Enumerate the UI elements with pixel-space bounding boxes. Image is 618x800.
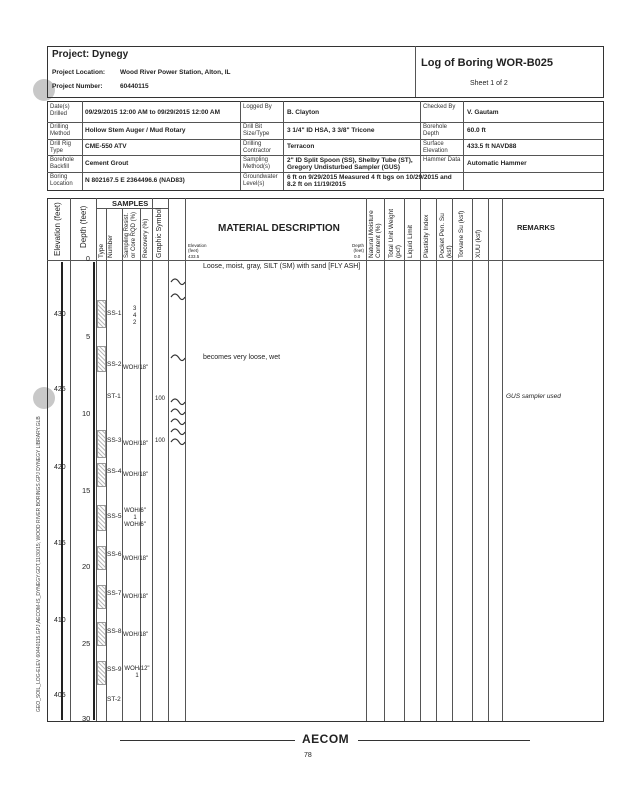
sample-resist-ss4: WOH/18" [123,472,149,478]
col-graphic: Graphic Symbol [156,208,163,258]
sample-number-ss2: SS-2 [107,361,122,368]
project-number: 60440115 [120,83,149,90]
sample-number-st2: ST-2 [107,696,121,703]
info-value-surface: 433.5 ft NAVD88 [467,143,517,150]
depth-tick-20: 20 [82,562,91,571]
sample-resist-ss6: WOH/18" [123,556,149,562]
info-label-backfill: Borehole Backfill [50,157,75,170]
info-label-sampling: Sampling Method(s) [243,157,271,170]
sample-box-ss9 [97,661,106,685]
elevation-tick-415: 415 [54,540,66,547]
sample-number-ss7: SS-7 [107,590,122,597]
elevation-tick-410: 410 [54,617,66,624]
col-elevation: Elevation (feet) [53,202,62,256]
info-value-sampling: 2" ID Split Spoon (SS), Shelby Tube (ST), Gregory Undisturbed Sampler (GUS) [287,157,413,171]
info-label-location: Boring Location [50,174,73,187]
recovery-ss3: 100 [155,438,166,444]
depth-tick-0: 0 [86,256,90,263]
col-depth: Depth (feet) [79,205,88,248]
graphic-symbol-column [169,262,185,462]
depth-tick-5: 5 [86,332,91,341]
sample-number-st1: ST-1 [107,393,121,400]
col-pocket-pen: Pocket Pen. Su (ksf) [439,213,453,258]
sample-box-ss3 [97,430,106,458]
log-grid [47,198,604,722]
sample-number-ss4: SS-4 [107,468,122,475]
sample-resist-ss5: WOH/6" 1 WOH/6" [124,508,146,528]
col-material: MATERIAL DESCRIPTION [218,223,340,234]
col-plasticity: Plasticity Index [423,214,430,258]
elevation-scale-line [61,262,63,720]
col-torvane: Torvane Su (ksf) [458,210,465,258]
sample-resist-ss9: WOH/12" 1 [124,666,150,679]
info-value-date: 09/29/2015 12:00 AM to 09/29/2015 12:00 AM [85,109,221,116]
col-moisture: Natural Moisture Content (%) [368,210,382,258]
sample-resist-ss1: 3 4 2 [133,306,137,326]
sample-number-ss1: SS-1 [107,310,122,317]
col-number: Number [107,234,114,258]
remark-gus-sampler: GUS sampler used [506,393,561,400]
sample-number-ss3: SS-3 [107,437,122,444]
info-value-contractor: Terracon [287,143,315,150]
sample-box-ss6 [97,546,106,570]
log-title: Log of Boring WOR-B025 [421,57,553,69]
elevation-tick-420: 420 [54,464,66,471]
col-liquid: Liquid Limit [407,225,414,258]
footer-logo: AECOM [302,732,350,746]
info-label-rig: Drill Rig Type [50,141,71,154]
info-label-method: Drilling Method [50,124,71,137]
sample-box-ss4 [97,463,106,487]
sample-box-ss2 [97,346,106,372]
col-xuu: XUU (ksf) [475,229,482,258]
depth-tick-25: 25 [82,639,91,648]
col-type: Type [98,243,105,258]
project-title: Project: Dynegy [52,49,129,60]
footer-page-number: 78 [304,752,312,759]
sample-box-ss5 [97,505,106,531]
elevation-tick-405: 405 [54,692,66,699]
info-label-logged: Logged By [243,104,272,110]
depth-scale-line [93,262,95,720]
col-recovery: Recovery (%) [142,218,149,258]
description-loose-silt: Loose, moist, gray, SILT (SM) with sand [FLY ASH] [203,263,361,270]
info-label-date: Date(s) Drilled [50,104,70,117]
col-samples: SAMPLES [112,199,149,208]
sample-number-ss5: SS-5 [107,513,122,520]
info-label-groundwater: Groundwater Level(s) [243,174,278,187]
elev-top: 433.5 [188,254,200,259]
col-unit-weight: Total Unit Weight (pcf) [388,208,402,258]
depth-top: 0.0 [354,254,361,259]
sample-number-ss6: SS-6 [107,551,122,558]
info-value-location: N 802167.5 E 2364496.6 (NAD83) [85,177,185,184]
info-label-depth: Borehole Depth [423,124,448,137]
recovery-st1: 100 [155,396,166,402]
info-value-bit: 3 1/4" ID HSA, 3 3/8" Tricone [287,127,375,134]
depth-tick-10: 10 [82,409,91,418]
col-sampling-resist: Sampling Resist. or Core RQD (%) [124,211,137,258]
sample-box-ss7 [97,585,106,609]
project-location: Wood River Power Station, Alton, IL [120,69,231,76]
info-value-backfill: Cement Grout [85,160,129,167]
elevation-tick-425: 425 [54,386,66,393]
sample-resist-ss8: WOH/18" [123,632,149,638]
sample-number-ss9: SS-9 [107,666,122,673]
elevation-tick-430: 430 [54,311,66,318]
description-very-loose: becomes very loose, wet [203,354,281,361]
info-value-depth: 60.0 ft [467,127,486,134]
info-label-surface: Surface Elevation [423,141,448,154]
info-value-checked: V. Gautam [467,109,499,116]
info-label-contractor: Drilling Contractor [243,141,272,154]
depth-tick-30: 30 [82,714,91,723]
sheet-number: Sheet 1 of 2 [470,80,508,87]
project-location-label: Project Location: [52,69,106,76]
info-value-groundwater: 6 ft on 9/29/2015 Measured 4 ft bgs on 10/29/2015 and 8.2 ft on 11/19/2015 [287,174,452,188]
col-elev-label: Elevation (feet) [188,243,207,253]
side-file-text: GEO_SOIL_LOG-ELEV 60440115.GPJ,AECOM-IS_DYNEGY.GDT,11/30/15; WOOD RIVER BORINGS.GPJ DYNEGY LIBRARY.GLB [36,416,42,712]
project-number-label: Project Number: [52,83,103,90]
sample-resist-ss2: WOH/18" [123,365,149,371]
sample-box-ss8 [97,622,106,646]
info-value-logged: B. Clayton [287,109,320,116]
info-label-checked: Checked By [423,104,456,110]
sample-resist-ss3: WOH/18" [123,441,149,447]
sample-number-ss8: SS-8 [107,628,122,635]
info-value-hammer: Automatic Hammer [467,160,527,167]
col-remarks: REMARKS [517,223,555,232]
col-depth-label: Depth (feet) [351,243,364,253]
sample-resist-ss7: WOH/18" [123,594,149,600]
info-label-hammer: Hammer Data [423,157,461,163]
depth-tick-15: 15 [82,486,91,495]
info-value-rig: CME-550 ATV [85,143,127,150]
info-value-method: Hollow Stem Auger / Mud Rotary [85,127,186,134]
info-label-bit: Drill Bit Size/Type [243,124,270,137]
sample-box-ss1 [97,300,106,328]
